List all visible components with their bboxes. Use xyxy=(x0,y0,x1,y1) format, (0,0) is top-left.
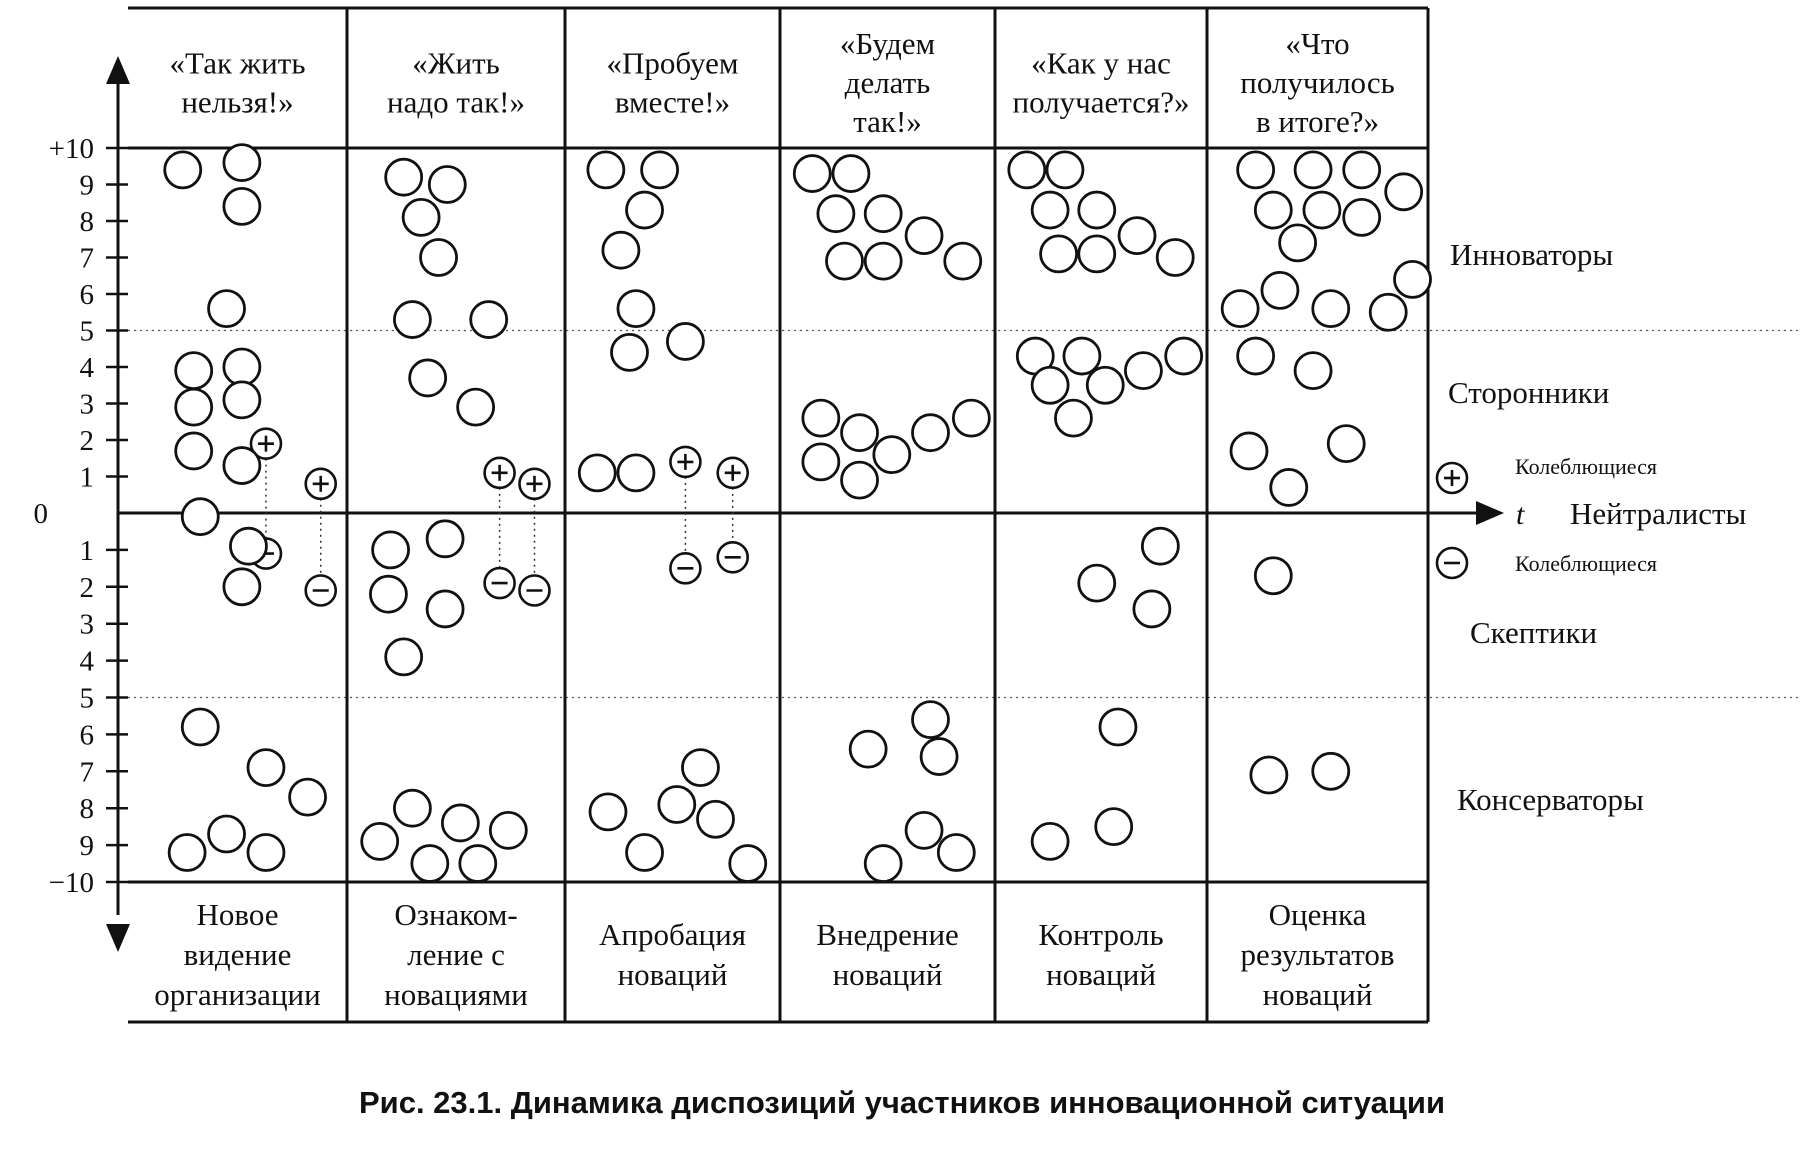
stage-header-4-line: делать xyxy=(844,64,931,100)
participant-circle xyxy=(1231,433,1267,469)
stage-footer-3 xyxy=(599,917,746,992)
participant-circle xyxy=(913,702,949,738)
participant-circle xyxy=(182,499,218,535)
stage-header-4-line: так!» xyxy=(853,103,922,139)
stage-footer-6-line: новаций xyxy=(1262,976,1373,1012)
stage-header-3-line: вместе!» xyxy=(614,84,731,120)
tick-label: −10 xyxy=(48,867,94,899)
tick-label: 2 xyxy=(79,425,94,457)
stage-header-2-line: «Жить xyxy=(412,45,500,81)
participant-circle xyxy=(209,291,245,327)
participant-circle xyxy=(224,188,260,224)
participant-circle xyxy=(1096,809,1132,845)
participant-circle xyxy=(442,805,478,841)
group-label-conservators: Консерваторы xyxy=(1457,782,1644,817)
stage-header-6-line: в итоге?» xyxy=(1256,103,1379,139)
participant-circle xyxy=(1313,753,1349,789)
participant-circle xyxy=(1280,225,1316,261)
participant-circle xyxy=(1386,174,1422,210)
participant-circle xyxy=(394,302,430,338)
stage-footer-6-line: Оценка xyxy=(1268,896,1367,932)
tick-label: 2 xyxy=(79,571,94,604)
stage-header-3-line: «Пробуем xyxy=(606,45,739,81)
tick-label: 7 xyxy=(79,756,94,789)
participant-circle xyxy=(618,291,654,327)
participant-circle xyxy=(224,569,260,605)
tick-label: 7 xyxy=(79,242,94,275)
participant-circle xyxy=(1079,192,1115,228)
stage-grid xyxy=(128,8,1428,1022)
participant-circle xyxy=(394,790,430,826)
participant-circle xyxy=(1119,218,1155,254)
participant-circle xyxy=(1055,400,1091,436)
stage-header-4 xyxy=(840,26,935,139)
tick-label: 9 xyxy=(79,830,94,863)
stage-footer-3-line: Апробация xyxy=(599,916,746,952)
participant-circle xyxy=(794,156,830,192)
stage-header-5-line: получается?» xyxy=(1012,84,1190,120)
tick-label: 1 xyxy=(79,461,94,494)
participant-circle xyxy=(667,323,703,359)
participant-circle xyxy=(865,846,901,882)
participant-circle xyxy=(1064,338,1100,374)
participant-circle xyxy=(471,302,507,338)
participant-circle xyxy=(290,779,326,815)
tick-label-zero: 0 xyxy=(33,498,48,530)
participant-circle xyxy=(850,731,886,767)
participant-circle xyxy=(182,709,218,745)
participant-circle xyxy=(1142,528,1178,564)
participant-circle xyxy=(1313,291,1349,327)
participant-circle xyxy=(833,156,869,192)
participant-circle xyxy=(682,750,718,786)
participant-circle xyxy=(618,455,654,491)
stage-footer-2-line: ление с xyxy=(407,936,505,972)
participant-circle xyxy=(421,240,457,276)
tick-label: +10 xyxy=(48,133,94,165)
stage-footer-6-line: результатов xyxy=(1240,936,1395,972)
participant-circle xyxy=(1271,469,1307,505)
participant-circle xyxy=(842,462,878,498)
participant-circle xyxy=(1079,565,1115,601)
stage-footer-5-line: Контроль xyxy=(1038,916,1164,952)
stage-footer-4-line: новаций xyxy=(832,956,943,992)
participant-circle xyxy=(1295,353,1331,389)
stage-header-2-line: надо так!» xyxy=(387,84,525,120)
participant-circle xyxy=(1032,367,1068,403)
participant-circle xyxy=(603,232,639,268)
participant-circle xyxy=(818,196,854,232)
stage-header-1-line: нельзя!» xyxy=(181,84,294,120)
participant-circle xyxy=(921,739,957,775)
stage-header-1 xyxy=(170,45,306,119)
group-label-waverers-plus: Колеблющиеся xyxy=(1515,454,1658,479)
participant-circle xyxy=(1344,199,1380,235)
y-axis-down-arrow xyxy=(106,924,130,952)
participant-circle xyxy=(1344,152,1380,188)
participant-circle xyxy=(730,846,766,882)
participant-circle xyxy=(224,145,260,181)
participant-circle xyxy=(224,382,260,418)
participant-circle xyxy=(865,196,901,232)
participant-circle xyxy=(874,437,910,473)
participant-circle xyxy=(1032,192,1068,228)
participant-circle xyxy=(230,528,266,564)
participant-circle xyxy=(1009,152,1045,188)
participant-circle xyxy=(1262,272,1298,308)
group-label-skeptics: Скептики xyxy=(1470,615,1598,650)
tick-label: 5 xyxy=(79,315,94,348)
participant-circle xyxy=(362,823,398,859)
y-axis-up-arrow xyxy=(106,56,130,84)
group-labels xyxy=(1437,237,1747,817)
participant-circle xyxy=(906,812,942,848)
participant-circle xyxy=(938,834,974,870)
participant-circle xyxy=(612,334,648,370)
participant-circle xyxy=(370,576,406,612)
participant-circle xyxy=(1032,823,1068,859)
group-label-waverers-minus: Колеблющиеся xyxy=(1515,551,1658,576)
participant-circle xyxy=(1370,294,1406,330)
participant-circle xyxy=(460,846,496,882)
stage-header-1-line: «Так жить xyxy=(169,45,306,81)
participant-circle xyxy=(913,415,949,451)
stage-footer-5 xyxy=(1038,917,1163,992)
stage-footer-4 xyxy=(816,917,959,992)
participant-circle xyxy=(1255,192,1291,228)
time-axis-arrow xyxy=(1476,501,1504,525)
participant-circle xyxy=(1251,757,1287,793)
y-axis-tick-labels xyxy=(34,133,129,899)
participant-circle xyxy=(1295,152,1331,188)
stage-header-2 xyxy=(387,45,525,119)
participant-circle xyxy=(248,750,284,786)
tick-label: 8 xyxy=(79,206,94,238)
group-label-neutrals: Нейтралисты xyxy=(1570,496,1747,531)
stage-footer-2-line: новациями xyxy=(384,976,528,1012)
participant-circle xyxy=(579,455,615,491)
stage-header-5 xyxy=(1013,45,1190,119)
participant-circle xyxy=(427,591,463,627)
participant-circle xyxy=(803,400,839,436)
stage-footer-2-line: Ознаком- xyxy=(394,896,518,932)
participant-circle xyxy=(1041,236,1077,272)
stage-footer-3-line: новаций xyxy=(617,956,728,992)
participant-circle xyxy=(945,243,981,279)
stage-footer-1-line: видение xyxy=(183,936,292,972)
participant-circle xyxy=(403,199,439,235)
participant-circle xyxy=(169,834,205,870)
stage-header-3 xyxy=(607,45,739,119)
participant-circle xyxy=(1087,367,1123,403)
participant-circle xyxy=(410,360,446,396)
participant-circle xyxy=(1222,291,1258,327)
stage-footer-5-line: новаций xyxy=(1046,956,1156,992)
tick-label: 1 xyxy=(79,534,94,567)
participant-circle xyxy=(224,448,260,484)
participant-circle xyxy=(842,415,878,451)
stage-header-5-line: «Как у нас xyxy=(1031,45,1171,81)
stage-footer-1-line: Новое xyxy=(196,896,279,932)
participant-circle xyxy=(1328,426,1364,462)
stage-footer-4-line: Внедрение xyxy=(816,916,959,952)
participant-circle xyxy=(165,152,201,188)
participant-circle xyxy=(1100,709,1136,745)
t-axis-label: t xyxy=(1516,498,1525,531)
participant-circle xyxy=(458,389,494,425)
stage-headers xyxy=(170,26,1395,139)
participant-circle xyxy=(386,159,422,195)
tick-label: 8 xyxy=(79,793,94,826)
participant-circle xyxy=(1238,338,1274,374)
participant-circle xyxy=(588,152,624,188)
participant-circle xyxy=(490,812,526,848)
participant-circle xyxy=(427,521,463,557)
participant-circle xyxy=(429,167,465,203)
participant-circle xyxy=(698,801,734,837)
participant-circle xyxy=(176,353,212,389)
participant-circle xyxy=(1079,236,1115,272)
participant-circle xyxy=(803,444,839,480)
figure-caption: Рис. 23.1. Динамика диспозиций участников инновационной ситуации xyxy=(358,1085,1446,1120)
participant-circle xyxy=(224,349,260,385)
participant-circle xyxy=(627,834,663,870)
participant-circle xyxy=(1134,591,1170,627)
participant-circle xyxy=(1157,240,1193,276)
stage-footer-6 xyxy=(1241,897,1395,1012)
stage-footer-2 xyxy=(384,897,528,1012)
participant-circle xyxy=(386,639,422,675)
tick-label: 3 xyxy=(79,388,94,421)
tick-label: 9 xyxy=(79,169,94,202)
tick-label: 5 xyxy=(79,682,94,715)
participant-circle xyxy=(1395,261,1431,297)
stage-header-4-line: «Будем xyxy=(839,25,936,61)
participant-circle xyxy=(1125,353,1161,389)
participant-circle xyxy=(1255,558,1291,594)
group-label-supporters: Сторонники xyxy=(1448,375,1610,410)
tick-label: 4 xyxy=(79,645,94,678)
participant-circle xyxy=(953,400,989,436)
participant-circle xyxy=(373,532,409,568)
stage-header-6-line: «Что xyxy=(1285,25,1350,61)
participant-circle xyxy=(176,389,212,425)
participant-circle xyxy=(1047,152,1083,188)
participant-circle xyxy=(176,433,212,469)
stage-header-6 xyxy=(1240,26,1394,139)
wavering-pairs xyxy=(251,429,748,606)
stage-footer-1-line: организации xyxy=(154,976,321,1012)
participant-circle xyxy=(906,218,942,254)
tick-label: 4 xyxy=(79,352,94,384)
participant-circle xyxy=(827,243,863,279)
stage-footer-1 xyxy=(154,897,320,1012)
participant-circle xyxy=(1304,192,1340,228)
participant-circle xyxy=(209,816,245,852)
participant-circle xyxy=(865,243,901,279)
tick-label: 3 xyxy=(79,608,94,641)
group-label-innovators: Инноваторы xyxy=(1450,237,1614,272)
participant-circle xyxy=(1166,338,1202,374)
participant-circle xyxy=(248,834,284,870)
participant-circle xyxy=(659,787,695,823)
participant-circle xyxy=(412,846,448,882)
stage-header-6-line: получилось xyxy=(1240,64,1395,100)
participant-circle xyxy=(642,152,678,188)
tick-label: 6 xyxy=(79,279,94,311)
participant-circle xyxy=(1238,152,1274,188)
participant-circle xyxy=(627,192,663,228)
participant-circle xyxy=(590,794,626,830)
tick-label: 6 xyxy=(79,719,94,752)
